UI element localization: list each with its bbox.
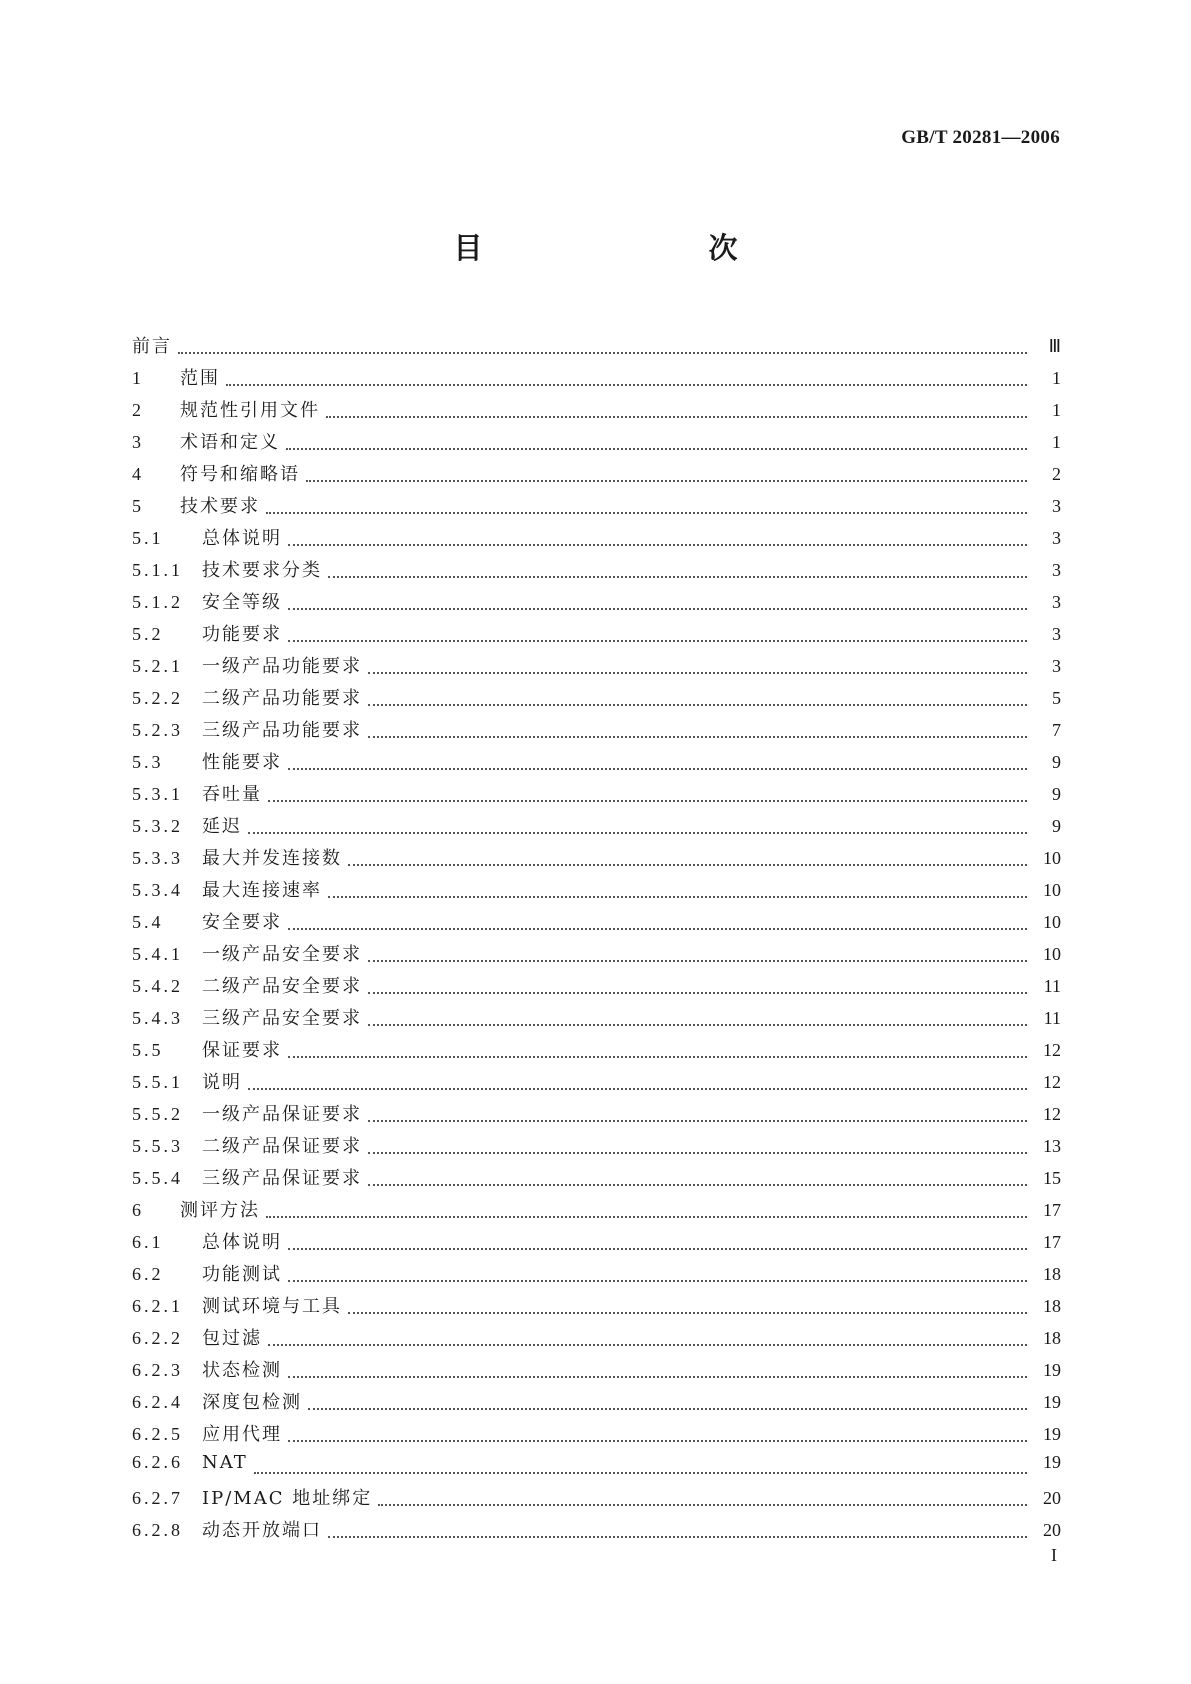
- toc-dot-leader: [266, 1215, 1027, 1218]
- toc-entry-page: 19: [1043, 1360, 1061, 1380]
- toc-dot-leader: [306, 479, 1027, 482]
- toc-entry-number: 5.2.3: [132, 720, 183, 740]
- toc-dot-leader: [288, 927, 1027, 930]
- toc-dot-leader: [328, 895, 1027, 898]
- toc-entry-number: 1: [132, 368, 144, 388]
- toc-dot-leader: [226, 383, 1027, 386]
- toc-entry[interactable]: [132, 876, 1061, 908]
- toc-dot-leader: [248, 831, 1027, 834]
- toc-dot-leader: [268, 1343, 1027, 1346]
- toc-entry-label: 符号和缩略语: [180, 464, 300, 485]
- toc-entry[interactable]: [132, 1388, 1061, 1420]
- toc-dot-leader: [178, 351, 1027, 354]
- toc-entry-page: 10: [1043, 848, 1061, 868]
- toc-dot-leader: [288, 543, 1027, 546]
- toc-entry-page: 18: [1043, 1296, 1061, 1316]
- toc-entry[interactable]: [132, 364, 1061, 396]
- toc-entry-label: 功能测试: [202, 1264, 282, 1285]
- toc-dot-leader: [288, 767, 1027, 770]
- toc-entry-label: 最大连接速率: [202, 880, 322, 901]
- toc-dot-leader: [288, 1375, 1027, 1378]
- toc-entry[interactable]: [132, 972, 1061, 1004]
- toc-entry-page: 19: [1043, 1452, 1061, 1472]
- toc-entry-number: 6.2.6: [132, 1452, 183, 1472]
- toc-entry-number: 6.2.5: [132, 1424, 183, 1444]
- toc-entry[interactable]: [132, 428, 1061, 460]
- toc-entry-page: 12: [1043, 1104, 1061, 1124]
- toc-entry[interactable]: [132, 1324, 1061, 1356]
- toc-dot-leader: [288, 607, 1027, 610]
- toc-entry-label: 术语和定义: [180, 432, 280, 453]
- toc-entry-number: 2: [132, 400, 144, 420]
- toc-entry-label: 状态检测: [202, 1360, 282, 1381]
- toc-entry[interactable]: [132, 524, 1061, 556]
- toc-entry[interactable]: [132, 396, 1061, 428]
- toc-entry-page: 17: [1043, 1232, 1061, 1252]
- toc-entry-number: 4: [132, 464, 144, 484]
- toc-entry-page: 7: [1052, 720, 1061, 740]
- toc-entry[interactable]: [132, 1420, 1061, 1452]
- toc-dot-leader: [368, 1023, 1027, 1026]
- toc-entry-label: 二级产品功能要求: [202, 688, 362, 709]
- toc-entry-label: 安全要求: [202, 912, 282, 933]
- toc-dot-leader: [368, 991, 1027, 994]
- toc-entry-label: 一级产品功能要求: [202, 656, 362, 677]
- toc-entry-label: 安全等级: [202, 592, 282, 613]
- toc-entry[interactable]: [132, 620, 1061, 652]
- toc-entry[interactable]: [132, 556, 1061, 588]
- toc-entry-number: 6.2: [132, 1264, 164, 1284]
- toc-entry[interactable]: [132, 1068, 1061, 1100]
- toc-entry-page: 19: [1043, 1424, 1061, 1444]
- toc-dot-leader: [254, 1471, 1027, 1474]
- toc-entry-label: 三级产品保证要求: [202, 1168, 362, 1189]
- table-of-contents: [132, 332, 1061, 1548]
- toc-entry-number: 6: [132, 1200, 144, 1220]
- toc-dot-leader: [348, 1311, 1027, 1314]
- toc-entry[interactable]: [132, 1196, 1061, 1228]
- toc-entry-page: 9: [1052, 816, 1061, 836]
- toc-dot-leader: [368, 1183, 1027, 1186]
- toc-entry-label: 规范性引用文件: [180, 400, 320, 421]
- toc-entry-label: 延迟: [202, 816, 242, 837]
- toc-entry[interactable]: [132, 652, 1061, 684]
- toc-entry[interactable]: [132, 1228, 1061, 1260]
- toc-entry-label: 总体说明: [202, 528, 282, 549]
- toc-entry-number: 6.1: [132, 1232, 164, 1252]
- toc-entry[interactable]: [132, 1036, 1061, 1068]
- toc-entry-label: 保证要求: [202, 1040, 282, 1061]
- toc-entry-page: 12: [1043, 1072, 1061, 1092]
- toc-entry-number: 6.2.7: [132, 1488, 183, 1508]
- toc-entry-page: 10: [1043, 912, 1061, 932]
- toc-entry-label: 技术要求分类: [202, 560, 322, 581]
- toc-entry-label: 测试环境与工具: [202, 1296, 342, 1317]
- toc-entry-page: 10: [1043, 880, 1061, 900]
- toc-entry[interactable]: [132, 844, 1061, 876]
- toc-entry-number: 5: [132, 496, 144, 516]
- toc-entry-label: 一级产品保证要求: [202, 1104, 362, 1125]
- toc-entry[interactable]: [132, 1164, 1061, 1196]
- toc-entry-page: 3: [1052, 592, 1061, 612]
- toc-entry-page: 9: [1052, 784, 1061, 804]
- toc-entry-page: 3: [1052, 496, 1061, 516]
- toc-entry-label: 应用代理: [202, 1424, 282, 1445]
- toc-entry-number: 5.5.1: [132, 1072, 183, 1092]
- toc-dot-leader: [368, 1119, 1027, 1122]
- toc-entry-page: 12: [1043, 1040, 1061, 1060]
- toc-entry[interactable]: [132, 716, 1061, 748]
- toc-entry[interactable]: [132, 780, 1061, 812]
- toc-entry[interactable]: [132, 1100, 1061, 1132]
- toc-entry[interactable]: [132, 588, 1061, 620]
- toc-entry-label: 深度包检测: [202, 1392, 302, 1413]
- toc-entry-page: 3: [1052, 624, 1061, 644]
- toc-entry-page: 19: [1043, 1392, 1061, 1412]
- standard-code: GB/T 20281—2006: [901, 127, 1060, 148]
- toc-entry[interactable]: [132, 1484, 1061, 1516]
- toc-entry-label: 一级产品安全要求: [202, 944, 362, 965]
- toc-entry-number: 3: [132, 432, 144, 452]
- toc-dot-leader: [368, 959, 1027, 962]
- toc-dot-leader: [326, 415, 1027, 418]
- toc-entry-page: 20: [1043, 1488, 1061, 1508]
- toc-entry-label: 吞吐量: [202, 784, 262, 805]
- page-number: I: [1051, 1545, 1057, 1565]
- toc-dot-leader: [266, 511, 1027, 514]
- toc-dot-leader: [328, 575, 1027, 578]
- toc-entry-page: 1: [1052, 368, 1061, 388]
- toc-entry-label: 性能要求: [202, 752, 282, 773]
- toc-entry-label: 包过滤: [202, 1328, 262, 1349]
- toc-dot-leader: [368, 703, 1027, 706]
- toc-entry-page: 15: [1043, 1168, 1061, 1188]
- toc-entry-page: 9: [1052, 752, 1061, 772]
- toc-entry-number: 5.2: [132, 624, 164, 644]
- toc-entry[interactable]: [132, 748, 1061, 780]
- toc-entry-number: 5.3.3: [132, 848, 183, 868]
- toc-entry-page: 1: [1052, 400, 1061, 420]
- toc-dot-leader: [308, 1407, 1027, 1410]
- toc-entry-page: Ⅲ: [1048, 336, 1061, 356]
- toc-entry-page: 18: [1043, 1264, 1061, 1284]
- toc-dot-leader: [248, 1087, 1027, 1090]
- toc-entry-number: 5.4: [132, 912, 164, 932]
- toc-entry-label: 最大并发连接数: [202, 848, 342, 869]
- toc-dot-leader: [328, 1535, 1027, 1538]
- toc-entry-page: 1: [1052, 432, 1061, 452]
- page-title: 目 次: [453, 231, 794, 265]
- toc-entry-number: 5.4.2: [132, 976, 183, 996]
- toc-entry-page: 10: [1043, 944, 1061, 964]
- toc-entry-label: 范围: [180, 368, 220, 389]
- toc-entry-number: 5.4.3: [132, 1008, 183, 1028]
- toc-entry-page: 11: [1043, 976, 1061, 996]
- toc-dot-leader: [378, 1503, 1027, 1506]
- toc-entry[interactable]: [132, 1356, 1061, 1388]
- toc-entry[interactable]: [132, 1260, 1061, 1292]
- toc-entry[interactable]: [132, 908, 1061, 940]
- toc-entry[interactable]: [132, 940, 1061, 972]
- toc-entry-number: 5.5.2: [132, 1104, 183, 1124]
- toc-dot-leader: [288, 1247, 1027, 1250]
- toc-entry-page: 17: [1043, 1200, 1061, 1220]
- toc-entry-label: 总体说明: [202, 1232, 282, 1253]
- toc-entry-number: 6.2.3: [132, 1360, 183, 1380]
- toc-dot-leader: [348, 863, 1027, 866]
- toc-entry-page: 5: [1052, 688, 1061, 708]
- toc-entry-label: IP/MAC 地址绑定: [202, 1488, 373, 1509]
- toc-entry-number: 6.2.8: [132, 1520, 183, 1540]
- toc-entry[interactable]: [132, 492, 1061, 524]
- toc-entry-label: 技术要求: [180, 496, 260, 517]
- toc-entry-number: 5.1.2: [132, 592, 183, 612]
- toc-entry-number: 6.2.2: [132, 1328, 183, 1348]
- toc-entry-page: 20: [1043, 1520, 1061, 1540]
- toc-entry-page: 13: [1043, 1136, 1061, 1156]
- toc-entry-label: 前言: [132, 336, 172, 357]
- toc-entry-number: 6.2.4: [132, 1392, 183, 1412]
- toc-entry-number: 5.5: [132, 1040, 164, 1060]
- toc-entry-label: 三级产品功能要求: [202, 720, 362, 741]
- toc-entry[interactable]: [132, 332, 1061, 364]
- toc-entry[interactable]: [132, 1452, 1061, 1484]
- toc-dot-leader: [288, 1279, 1027, 1282]
- toc-entry-number: 5.3.4: [132, 880, 183, 900]
- toc-entry-label: NAT: [202, 1452, 248, 1473]
- toc-dot-leader: [368, 671, 1027, 674]
- toc-entry-label: 三级产品安全要求: [202, 1008, 362, 1029]
- toc-entry-page: 2: [1052, 464, 1061, 484]
- toc-entry[interactable]: [132, 460, 1061, 492]
- toc-entry-number: 5.1.1: [132, 560, 183, 580]
- toc-entry-number: 6.2.1: [132, 1296, 183, 1316]
- toc-entry-number: 5.2.1: [132, 656, 183, 676]
- toc-entry-number: 5.5.4: [132, 1168, 183, 1188]
- toc-entry[interactable]: [132, 684, 1061, 716]
- toc-entry[interactable]: [132, 1132, 1061, 1164]
- toc-entry[interactable]: [132, 1292, 1061, 1324]
- toc-entry-page: 18: [1043, 1328, 1061, 1348]
- toc-entry-page: 3: [1052, 656, 1061, 676]
- toc-dot-leader: [268, 799, 1027, 802]
- toc-entry-number: 5.3: [132, 752, 164, 772]
- toc-entry-number: 5.4.1: [132, 944, 183, 964]
- toc-dot-leader: [368, 735, 1027, 738]
- toc-entry-number: 5.1: [132, 528, 164, 548]
- toc-entry-page: 3: [1052, 528, 1061, 548]
- toc-dot-leader: [288, 1439, 1027, 1442]
- toc-entry-label: 说明: [202, 1072, 242, 1093]
- toc-entry-label: 动态开放端口: [202, 1520, 322, 1541]
- toc-entry-page: 11: [1043, 1008, 1061, 1028]
- toc-entry-number: 5.2.2: [132, 688, 183, 708]
- toc-entry-page: 3: [1052, 560, 1061, 580]
- toc-entry-label: 二级产品保证要求: [202, 1136, 362, 1157]
- toc-entry[interactable]: [132, 1004, 1061, 1036]
- toc-entry-label: 测评方法: [180, 1200, 260, 1221]
- toc-dot-leader: [368, 1151, 1027, 1154]
- toc-entry-number: 5.3.1: [132, 784, 183, 804]
- toc-entry-number: 5.5.3: [132, 1136, 183, 1156]
- toc-dot-leader: [288, 1055, 1027, 1058]
- toc-dot-leader: [288, 639, 1027, 642]
- toc-entry-number: 5.3.2: [132, 816, 183, 836]
- toc-entry[interactable]: [132, 812, 1061, 844]
- toc-entry-label: 功能要求: [202, 624, 282, 645]
- toc-dot-leader: [286, 447, 1027, 450]
- toc-entry[interactable]: [132, 1516, 1061, 1548]
- toc-entry-label: 二级产品安全要求: [202, 976, 362, 997]
